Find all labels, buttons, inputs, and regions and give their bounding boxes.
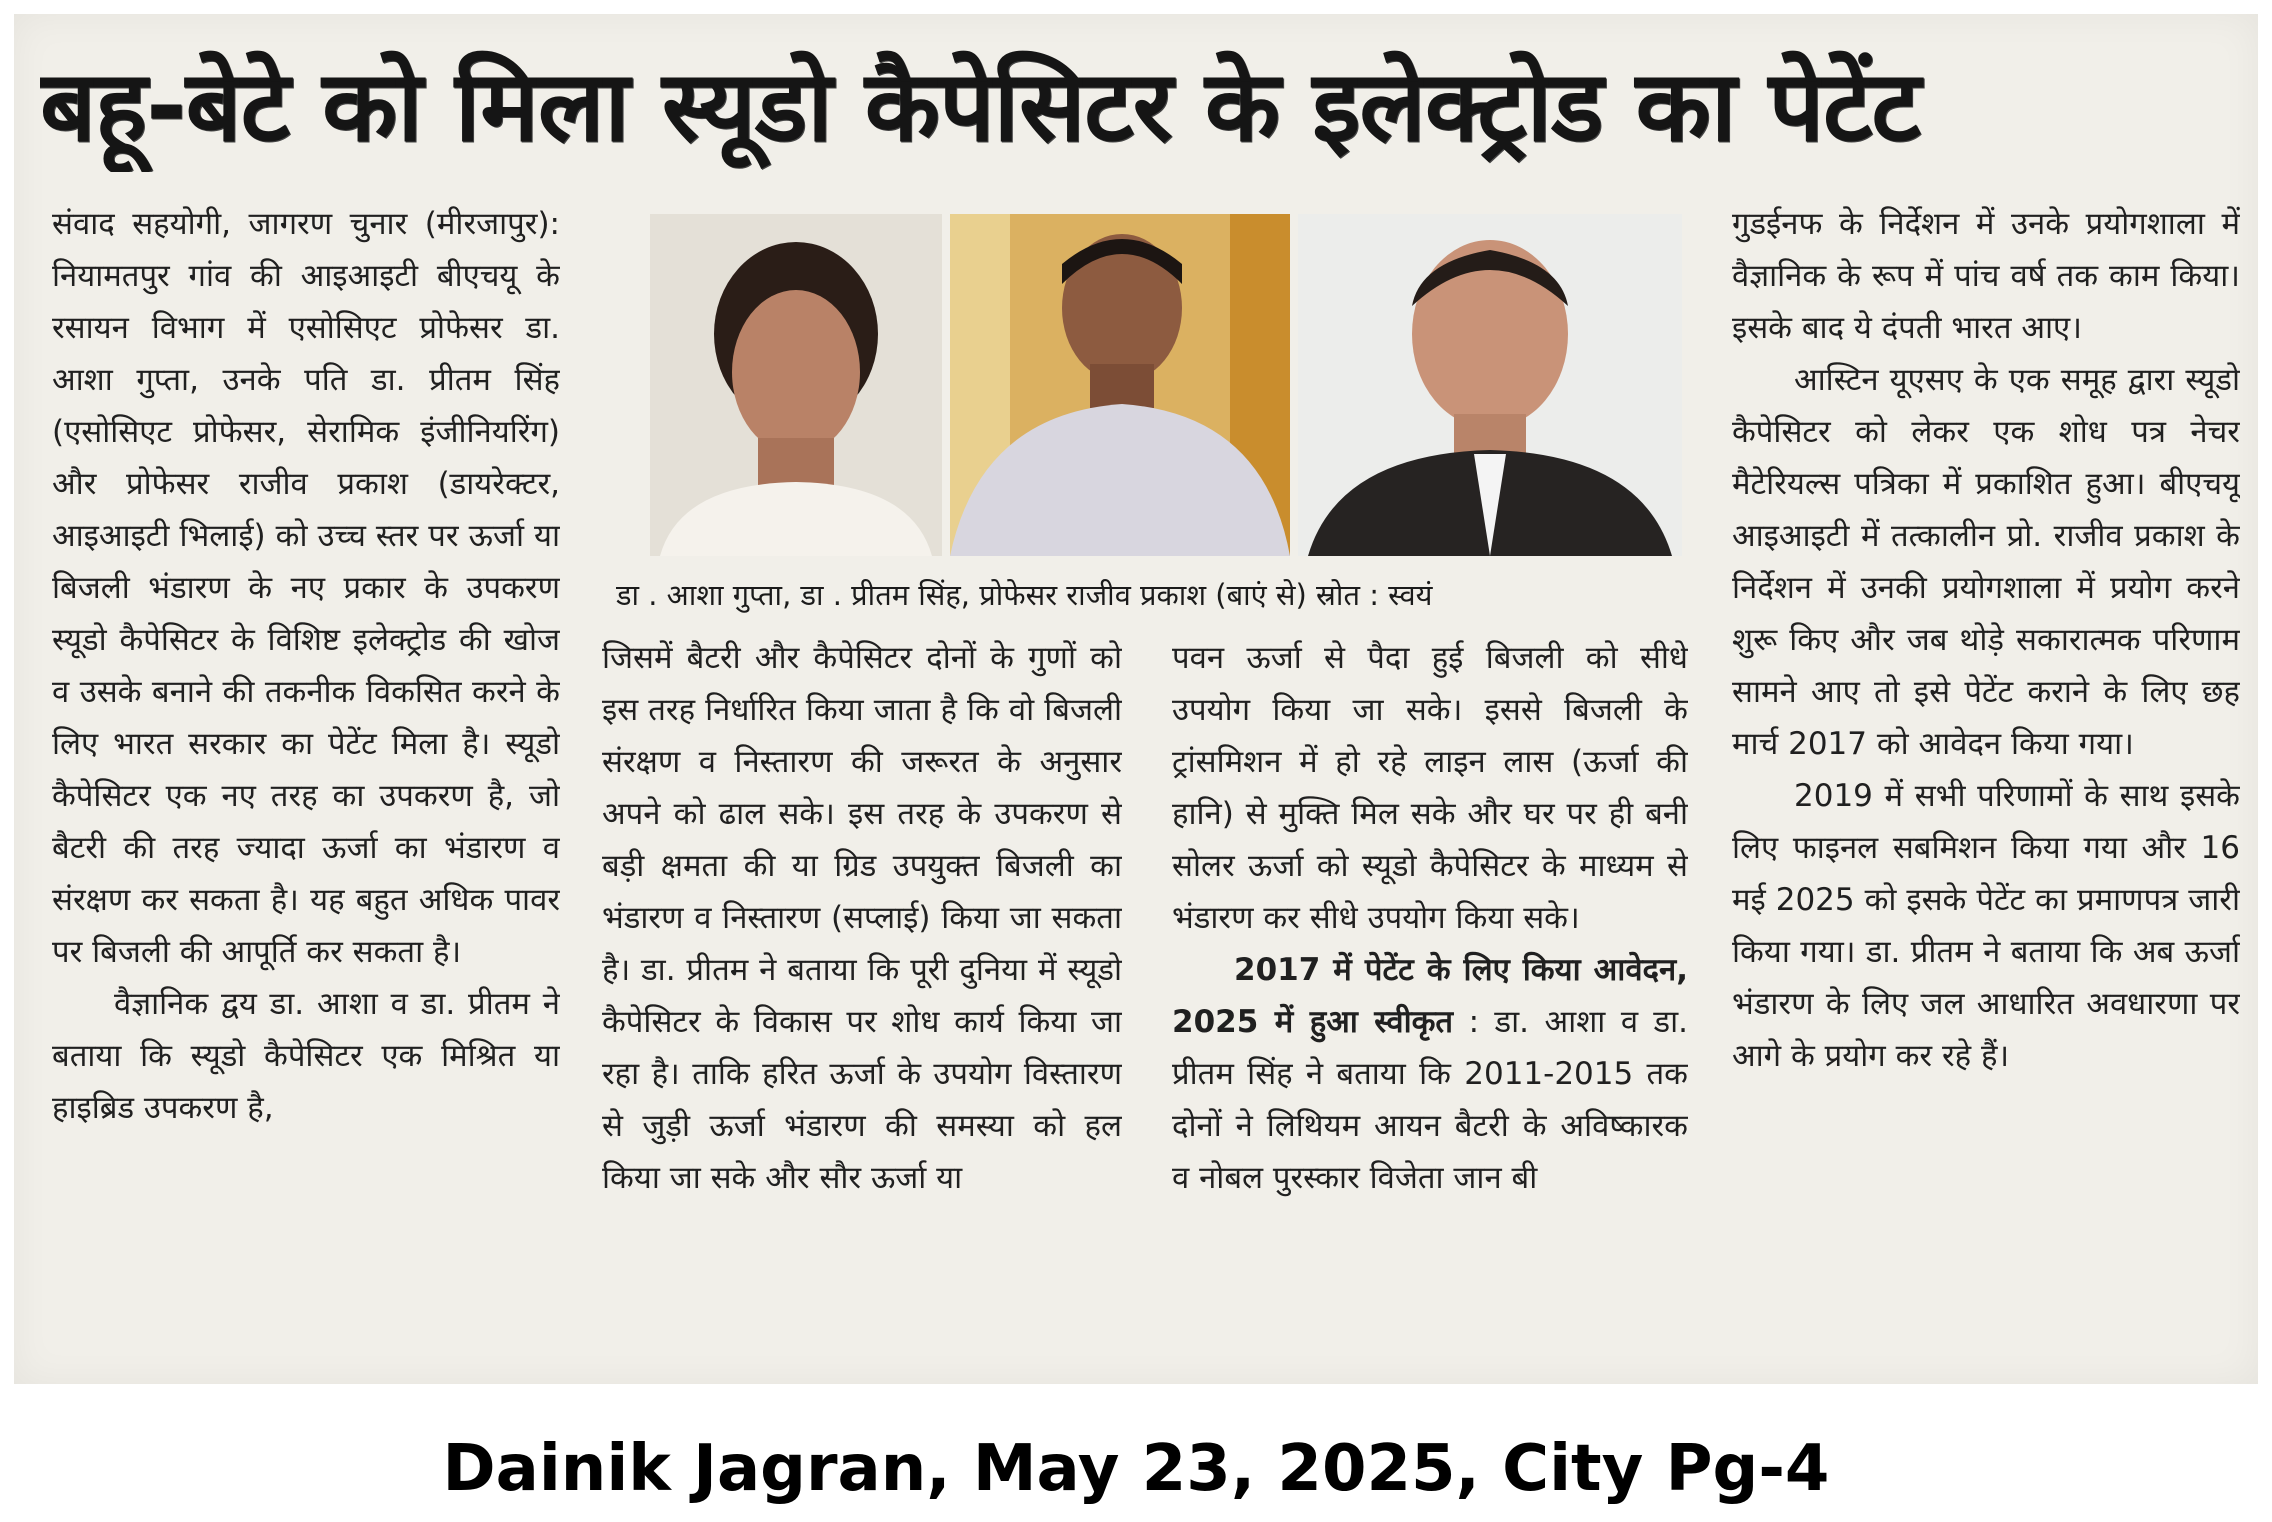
portrait-asha-gupta — [650, 214, 942, 556]
subheading: 2017 में पेटेंट के लिए किया आवेदन, 2025 में हुआ स्वीकृत — [1172, 952, 1688, 1040]
column-1-paragraph-2: वैज्ञानिक द्वय डा. आशा व डा. प्रीतम ने बताया कि स्यूडो कैपेसिटर एक मिश्रित या हाइब्रिड उपकरण है, — [52, 986, 560, 1126]
portrait-pritam-singh — [950, 214, 1290, 556]
subheading-body: : डा. आशा व डा. प्रीतम सिंह ने बताया कि 2011-2015 तक दोनों ने लिथियम आयन बैटरी के अविष्कारक व नोबल पुरस्कार विजेता जान बी — [1172, 1004, 1688, 1196]
source-footer: Dainik Jagran, May 23, 2025, City Pg-4 — [442, 1432, 1830, 1506]
column-1-paragraph-1: संवाद सहयोगी, जागरण चुनार (मीरजापुर): नियामतपुर गांव की आइआइटी बीएचयू के रसायन विभाग में एसोसिएट प्रोफेसर डा. आशा गुप्ता, उनके पति डा. प्रीतम सिंह (एसोसिएट प्रोफेसर, सेरामिक इंजीनियरिंग) और प्रोफेसर राजीव प्रकाश (डायरेक्टर, आइआइटी भिलाई) को उच्च स्तर पर ऊर्जा या बिजली भंडारण के नए प्रकार के उपकरण स्यूडो कैपेसिटर के विशिष्ट इलेक्ट्रोड की खोज व उसके बनाने की तकनीक विकसित करने के लिए भारत सरकार का पेटेंट मिला है। स्यूडो कैपेसिटर एक नए तरह का उपकरण है, जो बैटरी की तरह ज्यादा ऊर्जा का भंडारण व संरक्षण कर सकता है। यह बहुत अधिक पावर पर बिजली की आपूर्ति कर सकता है। — [52, 206, 560, 970]
photo-strip — [650, 214, 1682, 556]
article-column-3 — [1172, 632, 1688, 1372]
column-3-paragraph-2 — [1172, 944, 1688, 1204]
article-column-2 — [602, 632, 1122, 1372]
column-3-paragraph-1: पवन ऊर्जा से पैदा हुई बिजली को सीधे उपयोग किया जा सके। इससे बिजली के ट्रांसमिशन में हो रहे लाइन लास (ऊर्जा की हानि) से मुक्ति मिल सके और घर पर ही बनी सोलर ऊर्जा को स्यूडो कैपेसिटर के माध्यम से भंडारण कर सीधे उपयोग किया सके। — [1172, 640, 1688, 936]
portrait-rajiv-prakash — [1298, 214, 1682, 556]
column-4-paragraph-2: आस्टिन यूएसए के एक समूह द्वारा स्यूडो कैपेसिटर को लेकर एक शोध पत्र नेचर मैटेरियल्स पत्रिका में प्रकाशित हुआ। बीएचयू आइआइटी में तत्कालीन प्रो. राजीव प्रकाश के निर्देशन में उनकी प्रयोगशाला में प्रयोग करने शुरू किए और जब थोड़े सकारात्मक परिणाम सामने आए तो इसे पेटेंट कराने के लिए छह मार्च 2017 को आवेदन किया गया। — [1732, 362, 2240, 762]
column-2-paragraph-1: जिसमें बैटरी और कैपेसिटर दोनों के गुणों को इस तरह निर्धारित किया जाता है कि वो बिजली संरक्षण व निस्तारण की जरूरत के अनुसार अपने को ढाल सके। इस तरह के उपकरण से बड़ी क्षमता की या ग्रिड उपयुक्त बिजली का भंडारण व निस्तारण (सप्लाई) किया जा सकता है। डा. प्रीतम ने बताया कि पूरी दुनिया में स्यूडो कैपेसिटर के विकास पर शोध कार्य किया जा रहा है। ताकि हरित ऊर्जा के उपयोग विस्तारण से जुड़ी ऊर्जा भंडारण की समस्या को हल किया जा सके और सौर ऊर्जा या — [602, 640, 1122, 1196]
column-4-paragraph-1: गुडईनफ के निर्देशन में उनके प्रयोगशाला में वैज्ञानिक के रूप में पांच वर्ष तक काम किया। इसके बाद ये दंपती भारत आए। — [1732, 206, 2240, 346]
photo-caption: डा . आशा गुप्ता, डा . प्रीतम सिंह, प्रोफेसर राजीव प्रकाश (बाएं से) स्रोत : स्वयं — [616, 578, 1433, 612]
headline: बहू-बेटे को मिला स्यूडो कैपेसिटर के इलेक्ट्रोड का पेटेंट — [40, 50, 1920, 164]
column-4-paragraph-3: 2019 में सभी परिणामों के साथ इसके लिए फाइनल सबमिशन किया गया और 16 मई 2025 को इसके पेटेंट का प्रमाणपत्र जारी किया गया। डा. प्रीतम ने बताया कि अब ऊर्जा भंडारण के लिए जल आधारित अवधारणा पर आगे के प्रयोग कर रहे हैं। — [1732, 778, 2240, 1074]
article-column-1 — [52, 198, 560, 1388]
article-column-4 — [1732, 198, 2240, 1388]
